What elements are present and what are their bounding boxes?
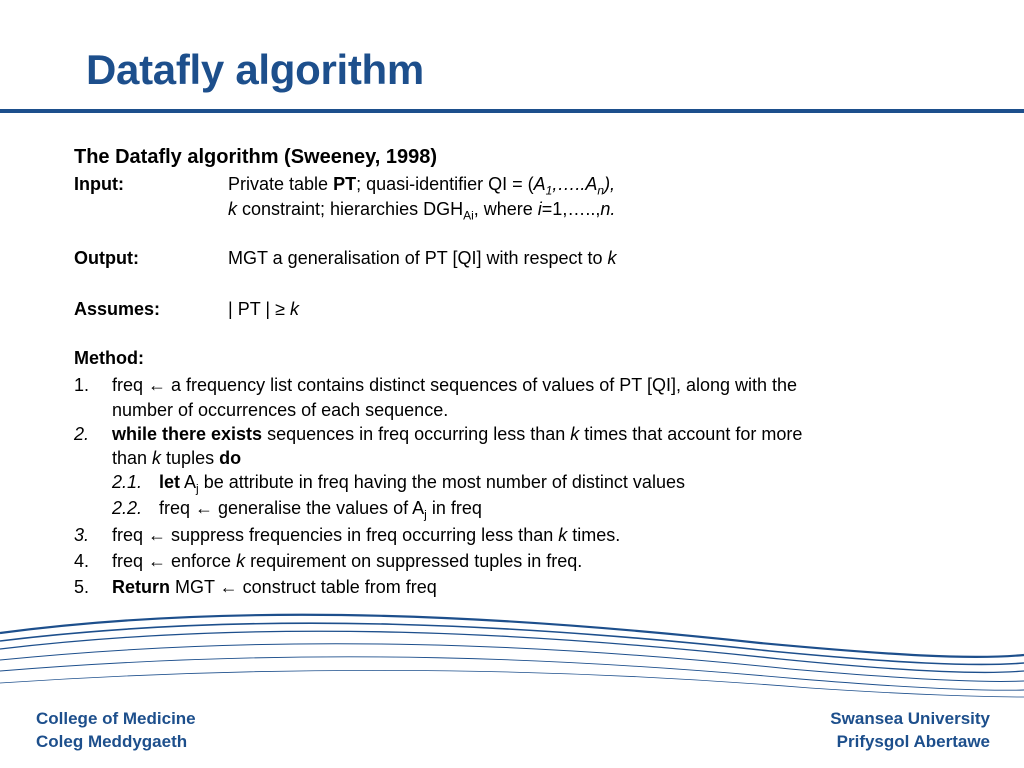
input-label: Input: xyxy=(74,174,124,194)
method-step-5: 5. Return MGT ← construct table from freq xyxy=(74,577,437,597)
method-step-2-2: 2.2. freq ← generalise the values of $A_j$ in freq xyxy=(112,498,482,522)
assumes-text: | PT | ≥ k xyxy=(228,299,299,319)
input-line-1: Private table PT; quasi-identifier QI = $(A_1,\dots..A_n)$, xyxy=(228,174,616,198)
title-divider xyxy=(0,109,1024,113)
university-name-cy: Prifysgol Abertawe xyxy=(836,732,990,751)
college-name-en: College of Medicine xyxy=(36,709,196,728)
output-text: MGT a generalisation of PT [QI] with respect to k xyxy=(228,248,617,268)
assumes-label: Assumes: xyxy=(74,299,161,319)
output-label: Output: xyxy=(74,248,139,268)
slide-title: Datafly algorithm xyxy=(86,46,424,93)
university-name-en: Swansea University xyxy=(830,709,990,728)
content-heading: The Datafly algorithm (Sweeney, 1998) xyxy=(74,146,438,168)
input-row xyxy=(74,174,124,195)
method-step-4: 4. freq ← enforce k requirement on suppressed tuples in freq. xyxy=(74,551,583,571)
method-step-2: 2. while there exists sequences in freq occurring less than k times that account for more than k tuples do xyxy=(74,424,803,468)
method-label: Method: xyxy=(74,348,144,368)
college-logo xyxy=(36,707,196,753)
assumes-row xyxy=(74,299,160,320)
college-name-cy: Coleg Meddygaeth xyxy=(36,732,188,751)
method-step-3: 3. freq ← suppress frequencies in freq occurring less than k times. xyxy=(74,525,621,545)
method-step-1: 1. freq ← a frequency list contains distinct sequences of values of PT [QI], along with the number of occurrences of each sequence. xyxy=(74,375,798,420)
university-logo xyxy=(830,707,990,753)
method-step-2-1: 2.1. let $A_j$ be attribute in freq having the most number of distinct values xyxy=(112,472,685,496)
input-line-2: k constraint; hierarchies $DGH_{Ai}$, where i=1,…..,n. xyxy=(228,199,616,223)
decorative-wave-lines xyxy=(0,605,1024,700)
output-row xyxy=(74,248,139,269)
